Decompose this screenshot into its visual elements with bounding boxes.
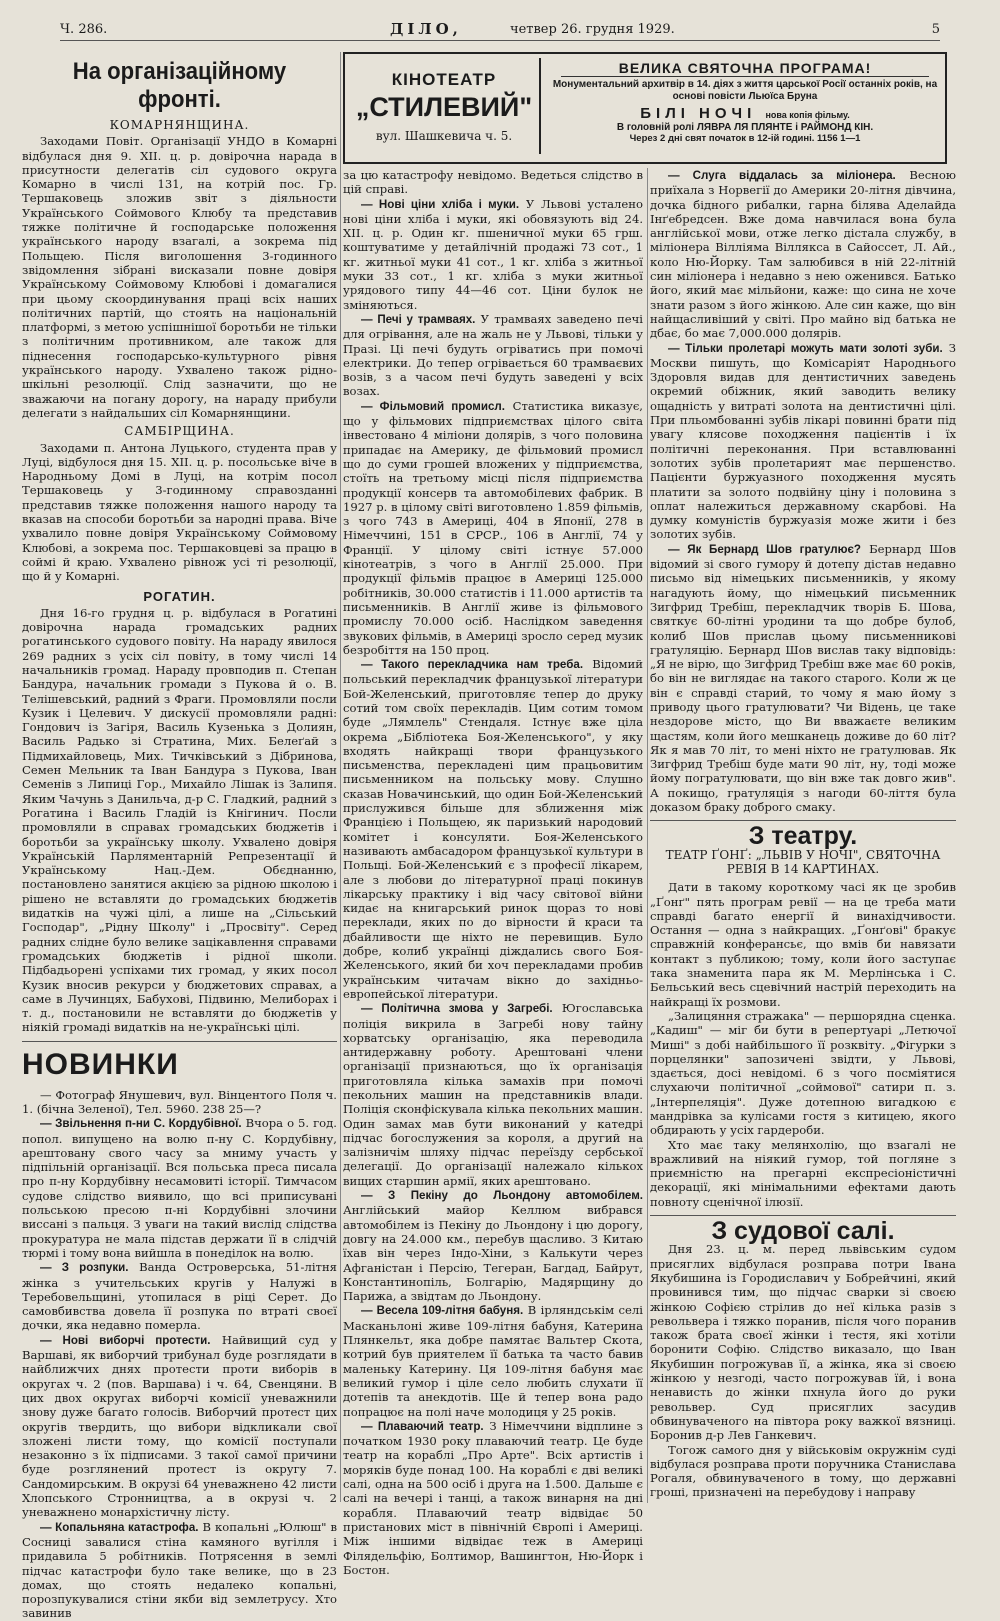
news-item (650, 341, 956, 542)
news-item-text: Югославська поліція викрила в Загребі нову тайну хорватську організацію, яка переводила антидержавну роботу. Арештовані члени організації признаються, що їх організація приготовляла кілька замахів при помочі пекольних машин на представників влади. Поліція сконфіскувала кілька пекольних машин. Один замах мав бути виконаний у катедрі підчас богослужения за короля, а другий на залізничім шляху підчас переїзду сербської делегації. До організації належало кількох вищих старшин армії, яких арештовано. (343, 1001, 644, 1188)
cinema-label: КІНОТЕАТР (391, 70, 497, 89)
news-item-text: Весною приїхала з Норвегії до Америки 20-літня дівчина, дочка бідного рибалки, гарна білява Аделайда Інґебредсен. Вже дома навчилася вона була англійської мови, отже легко дістала службу, в міліонера Вілліяма Віллякса в Сайоссет, Л. Ай., коло Ню-Йорку. Там залюбився в ній 22-літній син міліонера і недавно з нею оженився. Батько його, який має мільйони, каже: що сина не хоче знати разом з його жінкою. Але син каже, що він найщасливіший у світі. Про майно від батька не дбає, бо має 7,000.000 долярів. (650, 168, 956, 341)
news-item (343, 1419, 643, 1577)
article-text: за цю катастрофу невідомо. Ведеться слідство в цій справі. (343, 168, 643, 197)
news-item-text: У Львові усталено нові ціни хліба і муки, які обовязують від 24. XII. ц. р. Один кг. пшеничної муки 65 грш. коштуватиме у детайлічній продажі 73 сот., 1 кг. житньої муки 41 сот., 1 кг. хліба з житньої муки 33 сот., 1 кг. хліба з муки житньої урядового типу 44—46 сот. Ціни булок не зміняються. (343, 196, 643, 312)
article-text: Заходами п. Антона Луцького, студента прав у Луці, відбулося дня 15. XII. ц. р. посольське віче в Народньому Домі в Луці, на котрім посол Тершаковець у 3-годинному справозданні представив тяжке положення нашого народу та вказав на способи боротьби за народні права. Віче ухвалило повне довіря Українському Соймовому Клюбові, а зокрема пос. Тершаковцеві за працю в соймі й краю. Ухвалено рівнож усі ті резолюції, що й у Комарні. (22, 440, 337, 584)
news-item-title: — З Пекіну до Льондону автомобілем. (361, 1189, 643, 1203)
ad-code: 1156 1—1 (817, 133, 861, 144)
article-title: На організаційному фронті. (72, 58, 287, 113)
news-item-title: — Весела 109-літня бабуня. (361, 1304, 524, 1318)
news-item (343, 399, 643, 657)
cinema-address: вул. Шашкевича ч. 5. (375, 129, 513, 143)
news-item-title: — Як Бернард Шов гратулює? (668, 542, 862, 556)
section-heading: КОМАРНЯНЩИНА. (109, 118, 250, 132)
issue-number: Ч. 286. (60, 22, 108, 37)
page-header (60, 18, 940, 41)
article-text: Дня 23. ц. м. перед львівським судом присяглих відбулася розправа потри Івана Якубишина із Городиславич у Бобрейчині, який провинився тим, що підчас сварки зі своєю жінкою Софією стрілив до неї кілька разів з револьвера і тяжко поранив, після чого поранив також брата своєї жінки і тестя, які хотіли боронити Софію. Слідство виказало, що Іван Якубишин погрожував її, а жінка, яка зі своєю жінкою у незгоді, часто погрожував їй, і вона ненависть до жінки пхнула його до руки револьвер. Суд присяглих засудив обвинуваченого на півтора року важкої вязниці. Боронив д-р Лев Ганкевич. (650, 1242, 956, 1443)
news-item (22, 1520, 337, 1621)
news-item-title: — Такого перекладчика нам треба. (361, 658, 584, 672)
cinema-name-block (349, 58, 541, 154)
article-text: „Залицяння стражака" — першорядна сценка. „Кадиш" — міг би бути в репертуарі „Летючої Миші" з добі найбільшого її розквіту. „Фігурки з порцелянки" запозичені звідти, у Львові, здається, досі невідомі. 6 з чого посміятися слухаючи політичної „соймової" сатири п. з. „Інтерпеляція". Дуже дотепною вигадкою є мандрівка за кулісами гостя з китицею, якого обдирають у усіх гардероби. (650, 1008, 956, 1138)
column-2 (343, 168, 644, 1577)
news-item-title: — Плаваючий театр. (361, 1419, 484, 1433)
page-number: 5 (931, 22, 940, 37)
article-text: Хто має таку мелянхолію, що взагалі не вражливий на ніякий гумор, той погляне з приємністю на прегарні експресіоністичні декорації, які мінімальними ефектами дають повноту сценічної ілюзії. (650, 1137, 956, 1209)
news-item (343, 1303, 643, 1418)
divider (22, 1041, 337, 1042)
news-item-title: — Звільнення п-ни С. Кордубівної. (40, 1117, 242, 1131)
news-item (22, 1260, 337, 1332)
news-item (22, 1116, 337, 1260)
article-text: Тогож самого дня у військовім окружнім суді відбулася розправа проти поручника Станислава Рогаля, обвинуваченого в тому, що державні гроші, призначені на перебудову і направу (650, 1442, 956, 1500)
schedule-note: Через 2 дні свят початок в 12-ій годині. 1156 1—1 (629, 133, 861, 144)
film-note: нова копія фільму. (765, 110, 850, 120)
news-item (343, 657, 643, 1001)
news-item-text: В копальні „Юлюш" в Сосниці завалися стіна камяного вугілля і придавила 5 робітників. Потрясення в землі підчас катастрофи було таке велике, що в 23 домах, що стоять недалеко копальні, порозпукувалися стіни якби від землетрусу. Хто завинив (22, 1519, 337, 1621)
news-item (343, 312, 643, 399)
news-item-text: Вчора о 5. год. попол. випущено на волю п-ну С. Кордубівну, арештовану свого часу за мниму участь у підпільній організації. Вся польська преса писала про п-ну Кордубівну несамовиті історії. Тимчасом судове слідство виявило, що всі приписувані польською пресою п-ні Кордубівні злочини виссані з пальця. З уваги на такий вислід слідства прокуратура не мала підстав держати її в слідчій тюрмі і тому вона вийшла в понеділок на волю. (22, 1116, 337, 1260)
news-item (343, 1001, 643, 1188)
news-item-title: — Слуга віддалась за міліонера. (668, 169, 896, 182)
program-block (551, 58, 939, 154)
theatre-subheading: ТЕАТР ҐОНҐ: „ЛЬВІВ У НОЧІ", СВЯТОЧНА РЕВІЯ В 14 КАРТИНАХ. (665, 847, 941, 876)
divider (650, 1215, 956, 1216)
section-heading: РОГАТИН. (143, 588, 216, 604)
news-item (343, 1188, 643, 1303)
news-item-text: З Німеччини відплине з початком 1930 року плаваючий театр. Це буде театр на кораблі „Про Арте". Всіх артистів і моряків буде понад 100. На кораблі є дві великі салі, одна на 500 осіб і друга на 1.500. Дальше є салі на вечері і танці, а також винарня на дні корабля. Плаваючий театр відвідає 50 пристанових міст в північній Європі і Америці. Між іншими відвідає теж в Америці Філядельфію, Болтимор, Вашингтон, Ню-Йорк і Бостон. (343, 1418, 643, 1577)
news-item-text: Бернард Шов відомий зі свого гумору й дотепу дістав недавно письмо від німецьких письменників, у якому нагадують йому, що німецький письменник Зигфрид Требіш, перекладчик творів Б. Шова, святкує 60-літні уродини та що добре булоб, колиб Шов прислав цьому письменникові гратуляцію. Бернард Шов вислав таку відповідь: „Я не вірю, що Зигфрид Требіш вже має 60 років, бо він не виглядає на такого старого. Коли ж це він є справді старий, то чому я маю йому з приводу цього гратулювати? Чи Відень, це таке нездорове місто, що Ви вважаєте великим щастям, коли його мешканець доживе до 60 літ? Як я мав 70 літ, то мені ніхто не гратулював. Як Зигфрид Требіш буде мати 90 літ, ну, тоді може йому погратулювати, що він вже так довго жив". А покищо, гратуляція з нагоди 60-ліття була доказом браку доброго смаку. (650, 541, 957, 815)
column-1 (22, 52, 338, 1621)
news-item (650, 542, 956, 815)
article-text: Дати в такому короткому часі як це зробив „Ґонґ" пять програм ревії — на це треба мати справді багато енергії й винахідчивости. Остання — одна з найкращих. „Ґонґові" бракує справжній конферансьє, що вмів би навязати контакт з публикою; тому, коли його заступає така знаменита пара як М. Мерлінська і С. Бельський весь сцевічний настрій переходить на найкращі їх розмови. (650, 880, 956, 1009)
news-item (343, 197, 643, 312)
program-title: ВЕЛИКА СВЯТОЧНА ПРОГРАМА! (561, 60, 929, 77)
news-item-title: — Тільки пролетарі можуть мати золоті зуби. (668, 341, 943, 355)
court-heading: З судової салі. (711, 1217, 895, 1246)
section-heading: САМБІРЩИНА. (124, 424, 235, 439)
news-item-title: — Фільмовий промисл. (361, 399, 506, 413)
news-item-text: З Москви пишуть, що Комісаріят Народнього Здоровля видав для дентистичних заведень окремий обіжник, який заводить велику ощадність у витраті золота на дентистичні цілі. При пльомбованні зубів лікарі повинні брати під увагу клясове походження пацієнтів і їх політичні переконання. При вставлюванні золотих зубів пролетарият має першенство. Пацієнти буржуазного походження мусять платити за золото подвійну ціну і половина з оплат належиться державному скарбові. На думку комуністів буржуазія може жити і без золотих зубів. (650, 340, 956, 542)
news-item-text: Ванда Островерська, 51-літня жінка з учительських кругів у Налужі в Теребовельщині, утопилася в ріці Серет. До самовбивства довела її розпука по втраті своєї дочки, яка недавно померла. (22, 1260, 337, 1333)
news-item-text: Найвищий суд у Варшаві, як виборчий трибунал буде розглядати в найближчих днях протести проти виборів в округах ч. 2 (пов. Варшава) і ч. 64, Свенцяни. В цих двох округах виборчі комісії уневажнили знову дуже багато голосів. Виборчий протест цих округів твердить, що вибори відкликали свої зложені листи тому, що комісії поступали незаконно з їх підписами. З такої самої причини буде розглянений протест із округу 7. Сандомирським. В окрузі 64 уневажнено 42 листи Хлопського Стронництва, а в окрузі ч. 2 уневажнено монархістичну лісту. (22, 1332, 338, 1520)
cinema-name: „СТИЛЕВИЙ" (355, 92, 533, 122)
program-description: Монументальний архитвір в 14. діях з життя царської Росії останніх років, на основі повісти Льюїса Бруна (552, 79, 938, 102)
column-divider (340, 52, 341, 1502)
cinema-advertisement (343, 52, 947, 164)
article-text: Дня 16-го грудня ц. р. відбулася в Рогатині довірочна нарада громадських радних рогатинського судового повіту. На нараду явилося 269 радних з усіх сіл повіту, в тому числі 14 начальників громад. Нараду провподив п. Степан Бандура, начальник громади з Пукова й о. В. Телішевський, радний з Фраги. Промовляли посли Кузик і Целевич. У дискусії промовляли радні: Гондович із Загіря, Василь Кузенька з Долиян, Василь Радько зі Стратина, Мих. Белеґай з Підмихайловець, Мих. Тичківський з Дібринова, Семен Мельник та Іван Бандура з Пукова, Іван Семенів з Липиці Гор., Михайло Лішак із Залипя. Яким Чачунь з Данильча, д-р С. Гладкий, радний з Рогатина і Василь Гладій із Кнігинич. Посли промовляли в справах громадських бюджетів і боротьби за українську школу. Ухвалено довіря Українській Парляментарній Репрезентації й Українському Нац.-Дем. Обєднанню, постановлено занятися акцією за рідною школою і рішено не вставляти до громадських бюджетів видатків на чужі цілі, а лише на „Сільський Господар", „Рідну Школу" і „Просвіту". Серед радних слідне було велике зацікавлення справами громадських бюджетів і рідної школи. Підбадьорені успіхами тих громад, у яких посол Кузик вносив рекурси у бюджетових справах, а саме в Лучинцях, Бабухові, Підвиню, Мелиборах і т. д., постановили не вставляти до бюджетів у ніякій громаді видатків на не-українські цілі. (22, 605, 337, 1035)
news-item-text: Статистика виказує, що у фільмових підприємствах цілого світа інвестовано 4 міліони долярів, з чого половина припадає на Америку, де фільмовий промисл що до суми грошей вложених у підприємства, стоїть на третьому місці після підприємства продукції консерв та автомобілевих фабрик. В 1927 р. в цілому світі виготовлено 1.859 фільмів, з чого 743 в Америці, 404 в Японії, 278 в Німеччині, 151 в СРСР., 106 в Англії, 74 у Франції. У цілому світі істнує 57.000 кінотеатрів, з чого в Англії 25.000. При продукції фільмів працює в Америці 125.000 робітників, 30.000 статистів і 11.000 артистів та письменників. В Англії живе із фільмового промислу 70.000 осіб. Наслідком заведення звукових фільмів, в Америці зросло серед музик безробіття на 150 проц. (343, 398, 643, 657)
issue-date: четвер 26. грудня 1929. (510, 22, 675, 37)
divider (650, 820, 956, 821)
classified-ad: — Фотограф Янушевич, вул. Вінцентого Поля ч. 1. (бічна Зеленої), Тел. 5960. 238 25—? (22, 1087, 337, 1116)
news-item-title: — Політична змова у Загребі. (361, 1002, 553, 1016)
news-item-text: У трамваях заведено печі для огрівання, але на жаль не у Львові, тільки у Празі. Ці печі будуть огріватись при помочі електрики. До тепер огрівається 60 трамваєвих возів, з а часом печі будуть заведені у всіх возах. (343, 311, 643, 399)
article-text: Заходами Повіт. Організації УНДО в Комарні відбулася дня 9. XII. ц. р. довірочна нарада в присутности делегатів сіл судового округа Комарно в числі 131, на котрій пос. Гр. Тершаковець зложив звіт з діяльности Українського Соймового Клюбу та представив тяжке політичне й господарське положення українського народу взагалі, а зокрема під Польщею. Після виголошення 3-годинного звідомлення зібрані висказали повне довіря Українському Соймовому Клюбові і домагалися при цьому скоординування праці всіх наших політичних партій, що стоять на національній платформі, з метою успішнішої боротьби не тільки з політичним противником, але також для піднесення господарсько-культурного рівня українського народу. Ухвалено також рідно-шкільні резолюції. Слід зазначити, що не зважаючи на погану дорогу, на нараду прибули делегати з найдальших сіл Комарнянщини. (22, 134, 337, 420)
news-item-title: — Печі у трамваях. (361, 312, 476, 326)
news-item-text: Відомий польський перекладчик французької літератури Бой-Желенський, приготовляє тепер до друку сотий том своїх перекладів. Цим сотим томом буде „Лямлель" Стендаля. Істнує вже ціла окрема „Бібліотека Боя-Желенського", у яку входять найкращі твори французького письменства, перекладені цим працьовитим письменником на польську мову. Слушно сказав Новачинський, що один Бой-Желенський прислужився більше для зближення між Францією і Польщею, як паризький народовий комітет і консуляти. Боя-Желенського називають амбасадором французької культури в Польщі. Бой-Желенський є з професії лікарем, але з любови до літературної праці покинув лікарську практику і від часу світової війни кидає на книгарський ринок щораз то нові переклади, яких по до вірности й краси та дбайливости ще ніхто не перевищив. Було добре, колиб українці діждались свого Боя-Желенського, який би хоч перекладами пробив українським читачам вікно до західньо-европейської літератури. (343, 657, 644, 1001)
theatre-heading: З театру. (748, 822, 858, 851)
news-item-title: — Копальняна катастрофа. (40, 1520, 199, 1534)
news-item (22, 1333, 337, 1520)
news-item-text: В ірляндськім селі Масканьлоні живе 109-літня бабуня, Катерина Плянкельт, яка добре памятає Вальтер Скота, котрий був приятелем її батька та часто бавив маленьку Катерину. Ця 109-літня бабуня має великий гумор і ціле село любить слухати її дотепів та анекдотів. Ще й тепер вона радо попрацює на полі наче молодиця у 25 років. (343, 1303, 643, 1419)
news-item (650, 168, 956, 341)
news-item-title: — Нові ціни хліба і муки. (361, 197, 520, 211)
news-item-title: — З розпуки. (40, 1261, 129, 1275)
news-heading: НОВИНКИ (22, 1047, 179, 1081)
film-cast: В головній ролі ЛЯВРА ЛЯ ПЛЯНТЕ і РАЙМОНД КІН. (616, 122, 874, 133)
film-title: БІЛІ НОЧІ нова копія фільму. (640, 105, 850, 122)
masthead: ДІЛО, (390, 20, 462, 38)
column-3 (650, 168, 956, 1503)
news-item-text: Англійський майор Келлюм вибрався автомобілем із Пекіну до Льондону і цю дорогу, довгу на 24.000 км., перебув щасливо. З Китаю їхав він через Індо-Хіни, з Калькути через Афганістан і Персію, Тегеран, Багдад, Байрут, Константинопіль, Болгарію, Мадярщину до Парижа, а звідтам до Льондону. (343, 1203, 643, 1304)
column-divider (647, 168, 648, 1503)
news-item-title: — Нові виборчі протести. (40, 1333, 211, 1347)
